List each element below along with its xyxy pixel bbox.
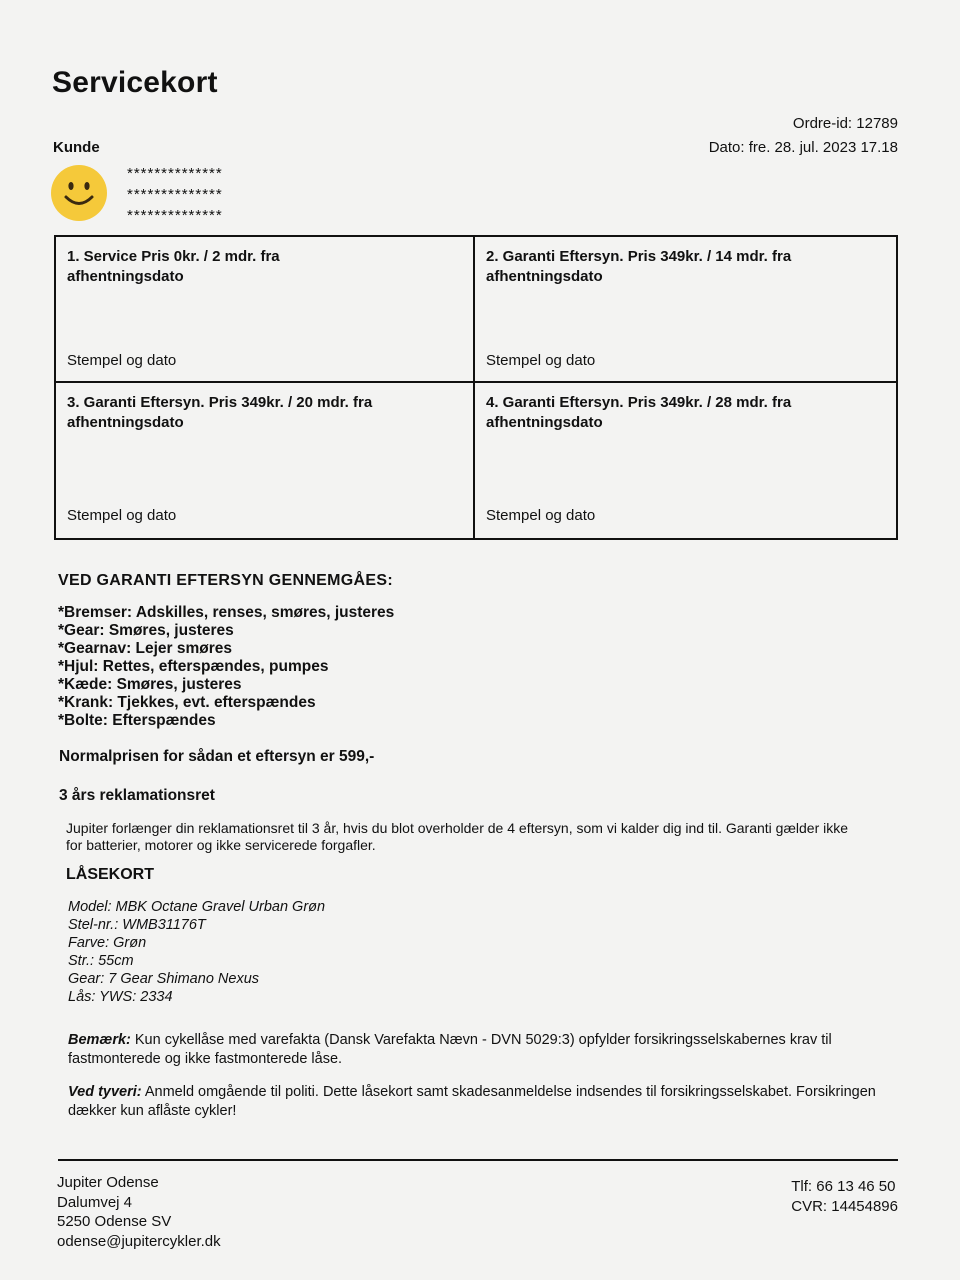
service-heading: 3. Garanti Eftersyn. Pris 349kr. / 20 mdr. fra afhentningsdato	[67, 394, 373, 431]
customer-label: Kunde	[53, 139, 100, 156]
order-date-value: fre. 28. jul. 2023 17.18	[748, 139, 898, 156]
checklist-item: *Krank: Tjekkes, evt. efterspændes	[58, 694, 316, 711]
store-contact	[791, 1177, 898, 1217]
stamp-label: Stempel og dato	[486, 352, 596, 369]
order-info	[709, 112, 898, 160]
normal-price-text: Normalprisen for sådan et eftersyn er 599,-	[59, 748, 375, 765]
checklist-item: *Kæde: Smøres, justeres	[58, 676, 242, 693]
order-id-label: Ordre-id:	[792, 115, 853, 132]
service-cell-3	[56, 383, 475, 538]
store-name: Jupiter Odense	[57, 1174, 159, 1191]
bike-detail: Gear: 7 Gear Shimano Nexus	[68, 971, 260, 987]
theft-label: Ved tyveri:	[68, 1084, 142, 1100]
note-label: Bemærk:	[68, 1032, 131, 1048]
service-heading: 2. Garanti Eftersyn. Pris 349kr. / 14 mdr. fra afhentningsdato	[486, 248, 792, 285]
stamp-label: Stempel og dato	[486, 507, 596, 524]
theft-note	[68, 1083, 898, 1121]
store-phone: Tlf: 66 13 46 50	[791, 1178, 896, 1195]
service-cell-4	[475, 383, 896, 538]
masked-line: **************	[127, 165, 223, 182]
order-date-label: Dato:	[708, 139, 745, 156]
page-title: Servicekort	[52, 66, 218, 99]
bike-detail: Stel-nr.: WMB31176T	[68, 917, 206, 933]
store-city: 5250 Odense SV	[57, 1213, 172, 1230]
footer-divider	[58, 1159, 898, 1161]
order-date-row	[709, 136, 898, 160]
complaint-rights-title: 3 års reklamationsret	[59, 787, 215, 804]
lock-card-title: LÅSEKORT	[66, 866, 154, 883]
store-cvr: CVR: 14454896	[791, 1198, 898, 1215]
store-email: odense@jupitercykler.dk	[57, 1232, 221, 1250]
masked-line: **************	[127, 186, 223, 203]
stamp-label: Stempel og dato	[67, 507, 177, 524]
smiley-face-icon	[50, 164, 108, 222]
inspection-checklist	[58, 604, 394, 730]
bike-details-list	[68, 898, 325, 1006]
bike-detail: Str.: 55cm	[68, 953, 134, 969]
service-cell-1	[56, 237, 475, 383]
checklist-item: *Gear: Smøres, justeres	[58, 622, 234, 639]
bike-detail: Model: MBK Octane Gravel Urban Grøn	[68, 899, 326, 915]
bike-detail: Lås: YWS: 2334	[68, 989, 173, 1005]
store-street: Dalumvej 4	[57, 1193, 133, 1211]
order-id-value: 12789	[856, 115, 898, 132]
lock-note	[68, 1031, 898, 1069]
stamp-label: Stempel og dato	[67, 352, 177, 369]
note-text: Kun cykellåse med varefakta (Dansk Varefakta Nævn - DVN 5029:3) opfylder forsikringsselskabernes krav til fastmonterede og ikke fastmonterede låse.	[68, 1032, 832, 1067]
order-id-row	[709, 112, 898, 136]
checklist-item: *Hjul: Rettes, efterspændes, pumpes	[58, 658, 329, 675]
complaint-rights-text: Jupiter forlænger din reklamationsret til 3 år, hvis du blot overholder de 4 eftersyn, som vi kalder dig ind til. Garanti gælder ikke for batterier, motorer og ikke servicerede forgafler.	[66, 820, 849, 853]
warranty-inspection-title: VED GARANTI EFTERSYN GENNEMGÅES:	[58, 572, 393, 589]
store-address	[57, 1173, 221, 1251]
masked-line: **************	[127, 207, 223, 224]
bike-detail: Farve: Grøn	[68, 935, 147, 951]
checklist-item: *Bolte: Efterspændes	[58, 712, 216, 729]
checklist-item: *Bremser: Adskilles, renses, smøres, justeres	[58, 604, 395, 621]
service-heading: 4. Garanti Eftersyn. Pris 349kr. / 28 mdr. fra afhentningsdato	[486, 394, 792, 431]
theft-text: Anmeld omgående til politi. Dette låsekort samt skadesanmeldelse indsendes til forsikringsselskabet. Forsikringen dækker kun aflåste cykler!	[68, 1084, 876, 1119]
service-cell-2	[475, 237, 896, 383]
masked-customer-info	[127, 163, 223, 226]
checklist-item: *Gearnav: Lejer smøres	[58, 640, 233, 657]
service-heading: 1. Service Pris 0kr. / 2 mdr. fra afhentningsdato	[67, 248, 280, 285]
service-schedule-grid	[54, 235, 898, 540]
